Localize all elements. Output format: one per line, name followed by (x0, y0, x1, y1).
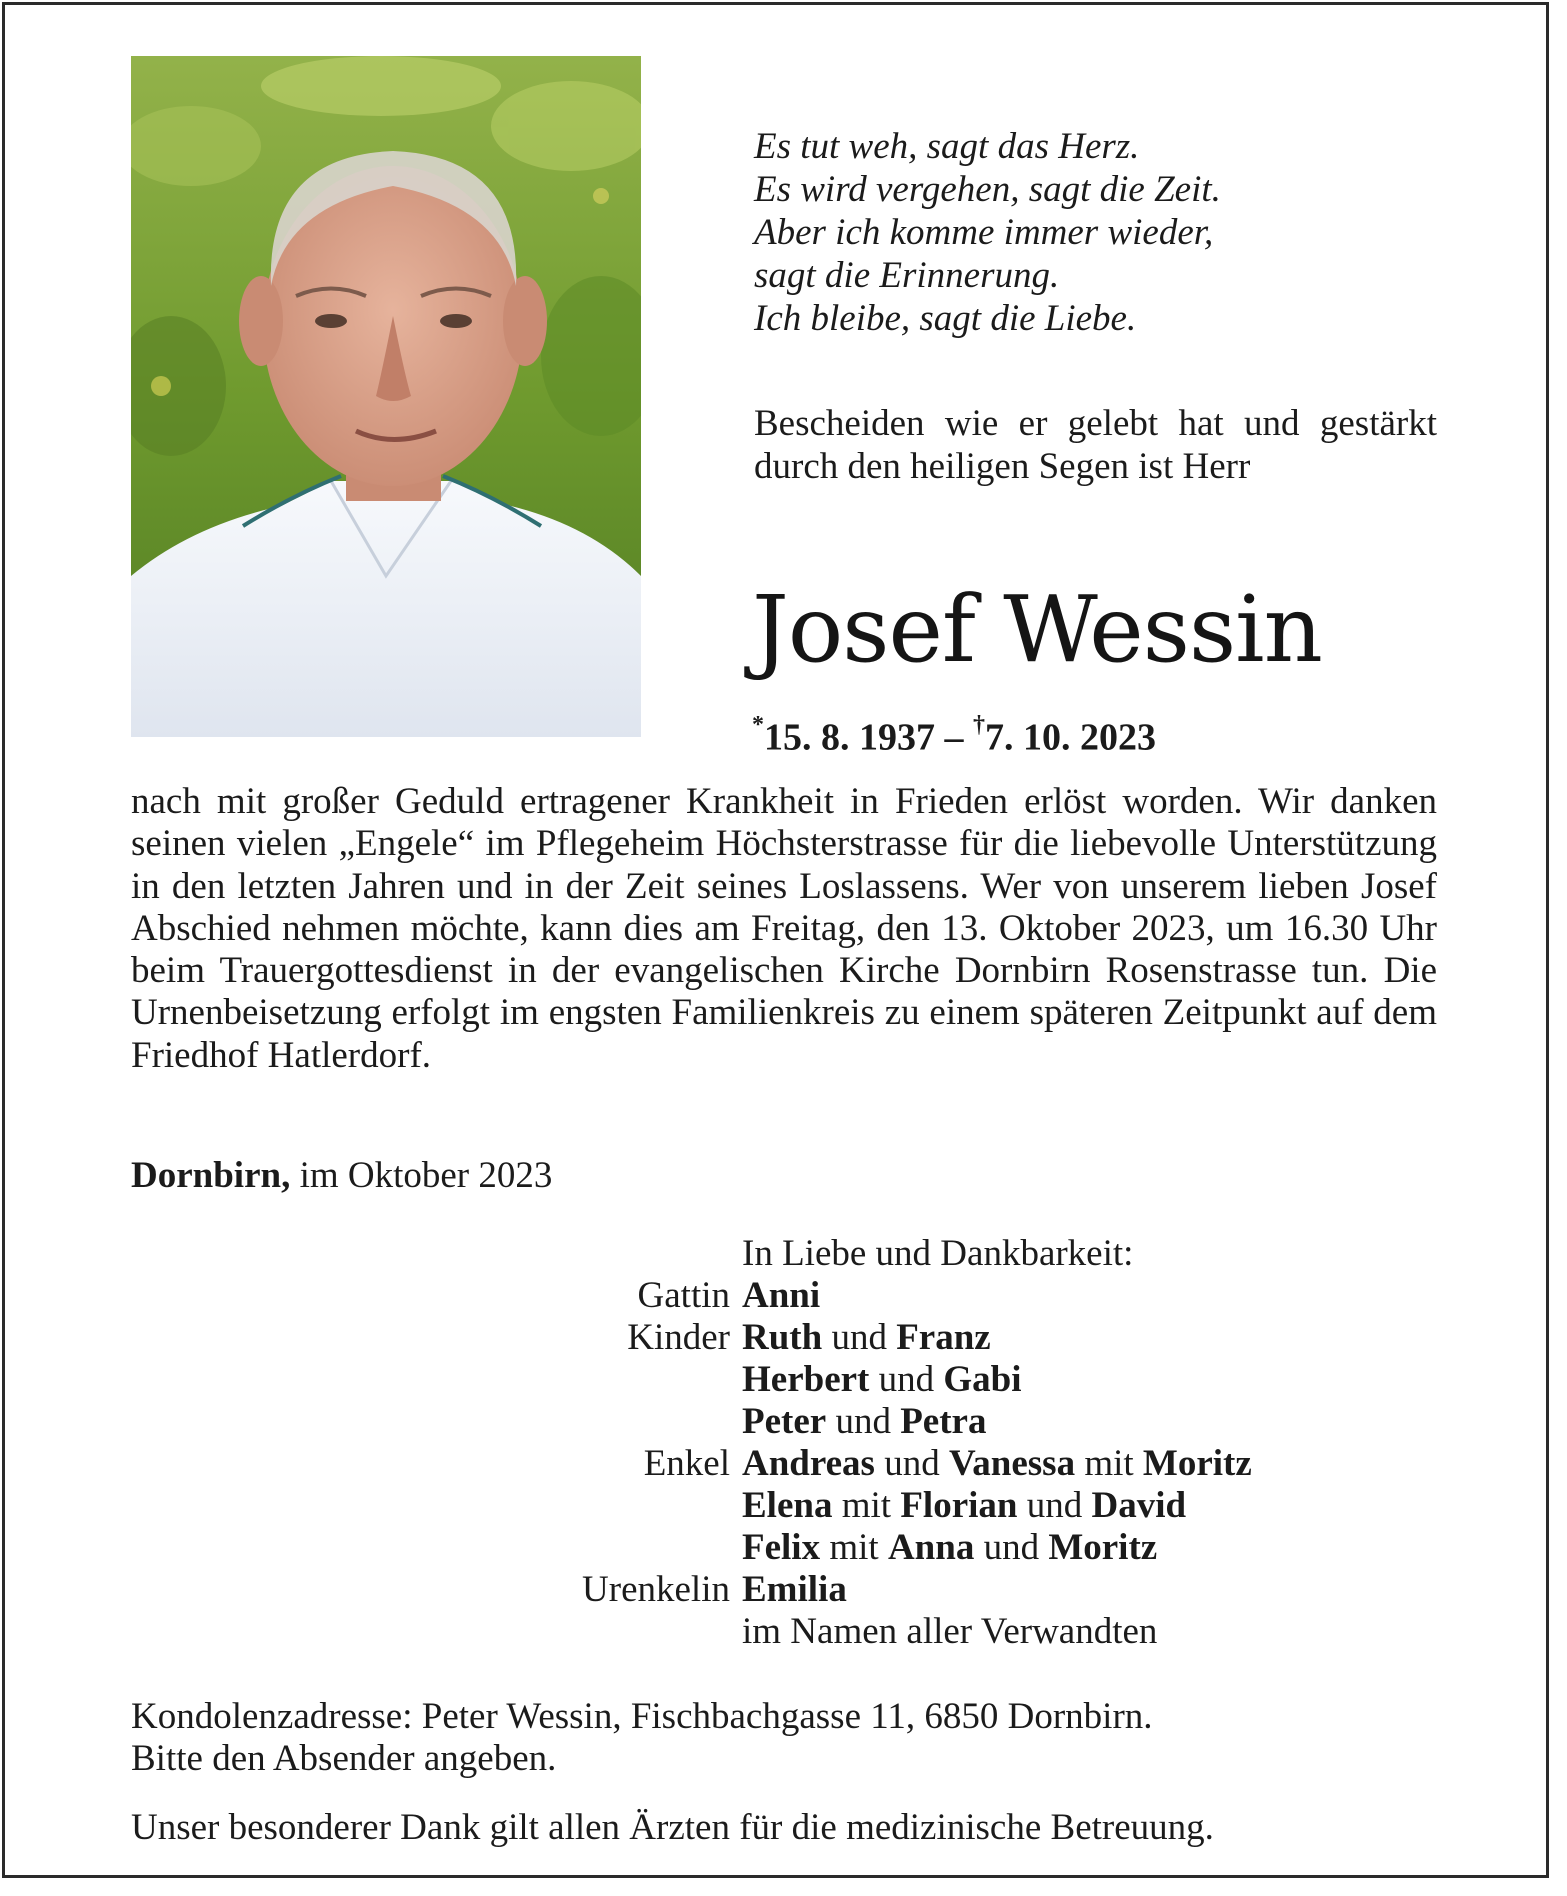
family-row (131, 1611, 1451, 1653)
family-member: Elena (742, 1485, 833, 1526)
relation-label: Enkel (643, 1443, 730, 1484)
poem (754, 125, 1454, 340)
poem-line: Ich bleibe, sagt die Liebe. (754, 298, 1137, 339)
life-dates (752, 705, 1156, 762)
place-month: im Oktober 2023 (290, 1155, 553, 1196)
condolence-address-line: Kondolenzadresse: Peter Wessin, Fischbachgasse 11, 6850 Dornbirn. (131, 1696, 1153, 1737)
sender-note: Bitte den Absender angeben. (131, 1738, 557, 1779)
family-member: Ruth (742, 1317, 823, 1358)
family-row: Elena mit Florian und David (742, 1485, 1187, 1526)
death-symbol: † (973, 712, 985, 738)
family-member: David (1091, 1485, 1187, 1526)
family-member: Anna (887, 1527, 975, 1568)
family-member: Anni (742, 1275, 821, 1316)
announcement-text: nach mit großer Geduld ertragener Krankheit in Frieden erlöst worden. Wir danken seinen vielen „Engele“ im Pflegeheim Höchsterstrasse für die liebevolle Unterstützung in den letzten Jahren und in der Zeit seines Loslassens. Wer von unserem lieben Josef Abschied nehmen möchte, kann dies am Freitag, den 13. Oktober 2023, um 16.30 Uhr beim Trauergottesdienst in der evangelischen Kirche Dornbirn Rosenstrasse tun. Die Urnenbeisetzung erfolgt im engsten Familienkreis zu einem späteren Zeitpunkt auf dem Friedhof Hatlerdorf. (131, 781, 1437, 1076)
family-member: Moritz (1142, 1443, 1252, 1484)
family-row: Herbert und Gabi (742, 1359, 1022, 1400)
family-member: Andreas (742, 1443, 875, 1484)
family-member: Herbert (742, 1359, 870, 1400)
family-row: Peter und Petra (742, 1401, 987, 1442)
family-member: Petra (900, 1401, 987, 1442)
deceased-name: Josef Wessin (752, 576, 1322, 683)
intro-text: Bescheiden wie er gelebt hat und gestärkt durch den heiligen Segen ist Herr (754, 403, 1437, 487)
poem-line: Es wird vergehen, sagt die Zeit. (754, 169, 1221, 210)
family-heading-row (131, 1233, 1451, 1275)
relation-label: Kinder (627, 1317, 730, 1358)
birth-symbol: * (752, 712, 764, 738)
family-row (131, 1275, 1451, 1317)
family-row: Kinder Ruth und Franz (131, 1317, 1451, 1359)
relation-label: Gattin (637, 1275, 730, 1316)
poem-line: sagt die Erinnerung. (754, 255, 1060, 296)
place-city: Dornbirn, (131, 1155, 291, 1196)
relatives-note: im Namen aller Verwandten (742, 1611, 1158, 1652)
place-date (131, 1154, 552, 1198)
family-member: Florian (900, 1485, 1018, 1526)
thanks-note: Unser besonderer Dank gilt allen Ärzten für die medizinische Betreuung. (131, 1807, 1214, 1848)
family-row: Felix mit Anna und Moritz (742, 1527, 1158, 1568)
poem-line: Aber ich komme immer wieder, (754, 212, 1214, 253)
date-separator: – (935, 716, 973, 759)
family-member: Moritz (1048, 1527, 1158, 1568)
family-row (131, 1569, 1451, 1611)
family-heading: In Liebe und Dankbarkeit: (742, 1233, 1134, 1274)
birth-date: 15. 8. 1937 (764, 716, 935, 759)
relation-label: Urenkelin (582, 1569, 730, 1610)
family-member: Franz (896, 1317, 991, 1358)
death-date: 7. 10. 2023 (985, 716, 1156, 759)
family-list (131, 1233, 1451, 1653)
family-member: Emilia (742, 1569, 847, 1610)
family-member: Peter (742, 1401, 827, 1442)
family-member: Vanessa (948, 1443, 1076, 1484)
family-member: Gabi (943, 1359, 1022, 1400)
poem-line: Es tut weh, sagt das Herz. (754, 126, 1140, 167)
family-row: Enkel Andreas und Vanessa mit Moritz (131, 1443, 1451, 1485)
condolence-address (131, 1696, 1461, 1780)
portrait-photo (131, 56, 641, 737)
family-member: Felix (742, 1527, 821, 1568)
